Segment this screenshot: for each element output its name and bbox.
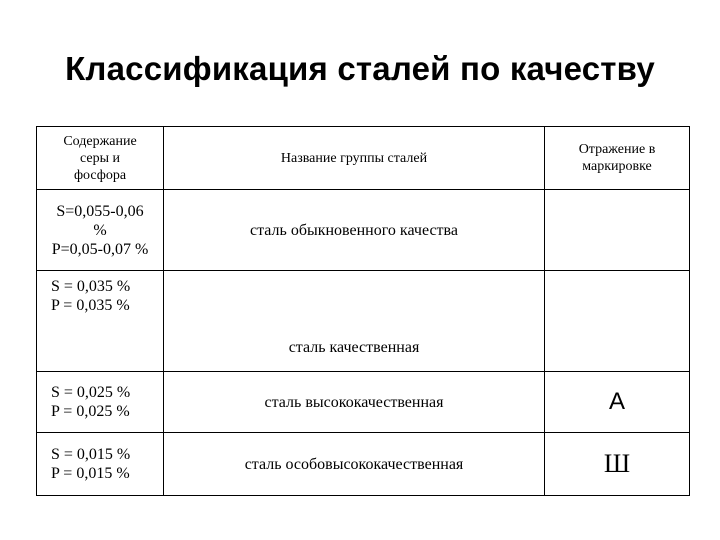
- row-group-name: сталь особовысококачественная: [164, 433, 545, 496]
- table-row: [37, 372, 690, 433]
- page-title: Классификация сталей по качеству: [65, 50, 655, 87]
- steel-quality-table: [36, 126, 690, 496]
- row-marking: Ш: [545, 433, 690, 496]
- row-marking: [545, 271, 690, 372]
- row-content: S=0,055-0,06 % P=0,05-0,07 %: [37, 190, 164, 271]
- header-marking: Отражение в маркировке: [545, 127, 690, 190]
- table-header-row: [37, 127, 690, 190]
- row-group-name: сталь высококачественная: [164, 372, 545, 433]
- row-content: S = 0,025 % P = 0,025 %: [37, 372, 164, 433]
- header-group-name: Название группы сталей: [164, 127, 545, 190]
- row-content: S = 0,015 % P = 0,015 %: [37, 433, 164, 496]
- row-group-name: сталь качественная: [164, 271, 545, 372]
- row-marking: [545, 190, 690, 271]
- row-content: S = 0,035 % P = 0,035 %: [37, 271, 164, 372]
- table-row: [37, 271, 690, 372]
- header-content: Содержание серы и фосфора: [37, 127, 164, 190]
- row-group-name: сталь обыкновенного качества: [164, 190, 545, 271]
- table-row: [37, 433, 690, 496]
- table-row: [37, 190, 690, 271]
- row-marking: А: [545, 372, 690, 433]
